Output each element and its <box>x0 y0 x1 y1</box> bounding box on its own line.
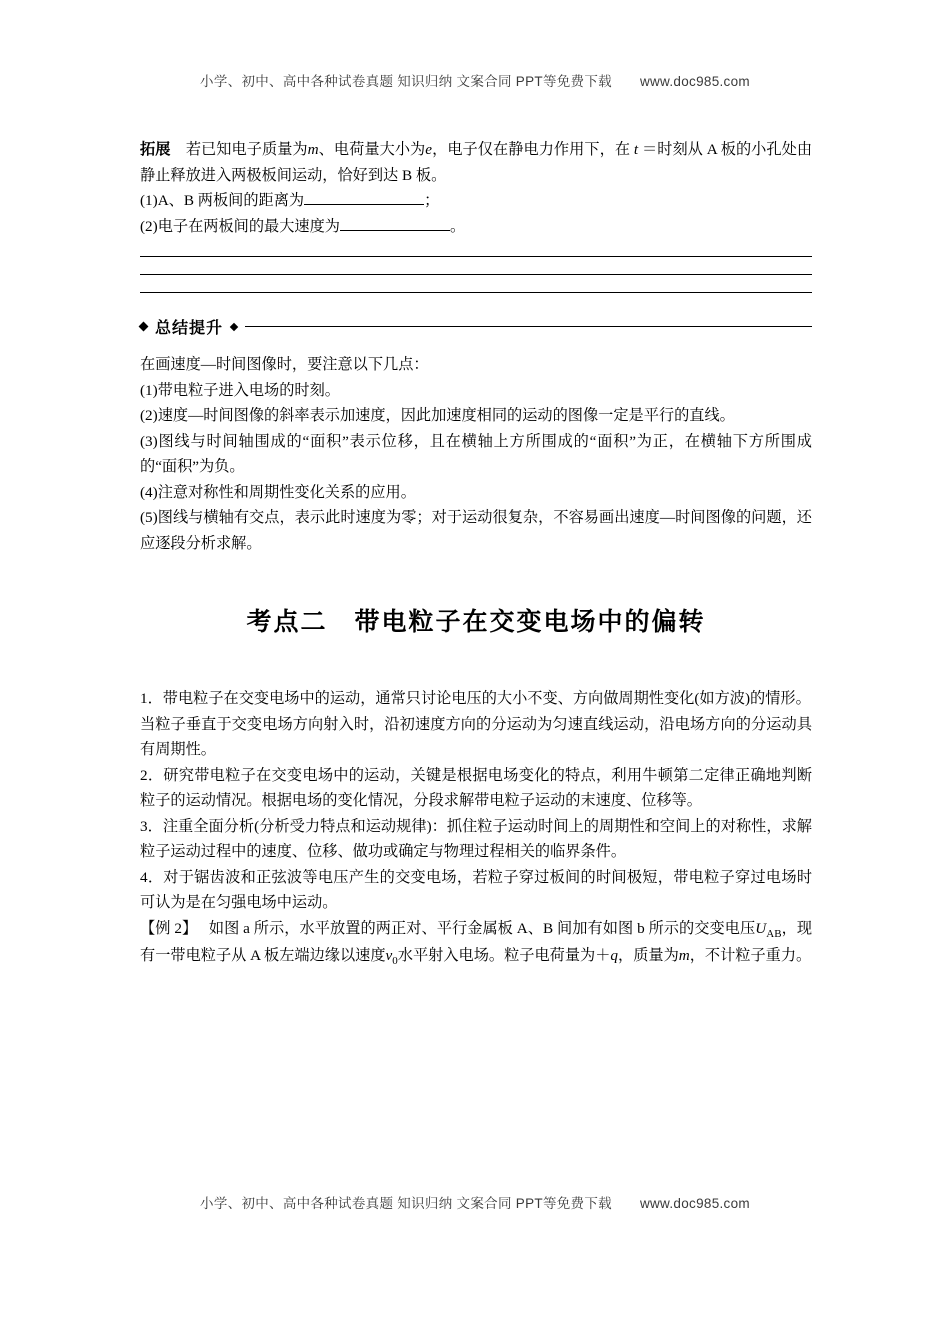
header-url: www.doc985.com <box>639 74 750 89</box>
section-heading-wrap <box>140 602 812 638</box>
answer-rule-3[interactable] <box>140 292 812 293</box>
answer-rule-1[interactable] <box>140 256 812 257</box>
extension-q1-text: (1)A、B 两板间的距离为 <box>140 192 305 209</box>
extension-stem-4: ＝时刻从 A 板的小孔处由静止释放进入两极板间运动，恰好到达 B 板。 <box>140 141 813 184</box>
extension-q2-tail: 。 <box>449 217 466 235</box>
extension-stem-1: 若已知电子质量为 <box>185 141 308 158</box>
main-paragraph-1: 1．带电粒子在交变电场中的运动，通常只讨论电压的大小不变、方向做周期性变化(如方波)的情形。 <box>140 690 811 707</box>
example-paragraph <box>140 916 812 971</box>
header-watermark <box>0 70 950 90</box>
banner-divider <box>245 326 812 327</box>
summary-banner <box>140 315 812 338</box>
example-text-2: ，现有一带电粒子从 A 板左端边缘以速度 <box>140 919 813 964</box>
extension-var-e: e <box>425 141 433 158</box>
example-label: 【例 2】 <box>140 919 198 937</box>
summary-point-1: (1)带电粒子进入电场的时刻。 <box>140 381 340 399</box>
summary-point-3: (3)图线与时间轴围成的“面积”表示位移，且在横轴上方所围成的“面积”为正，在横轴下方所围成的“面积”为负。 <box>140 432 812 475</box>
main-body <box>140 686 812 971</box>
header-note-text: 小学、初中、高中各种试卷真题 知识归纳 文案合同 PPT等免费下载 <box>200 74 612 89</box>
summary-point-4: (4)注意对称性和周期性变化关系的应用。 <box>140 483 416 501</box>
summary-point-5: (5)图线与横轴有交点，表示此时速度为零；对于运动很复杂，不容易画出速度—时间图像的问题，还应逐段分析求解。 <box>140 509 812 552</box>
example-text-5: ，不计粒子重力。 <box>689 947 812 964</box>
extension-var-t: t <box>633 141 639 158</box>
extension-var-m: m <box>307 141 319 158</box>
summary-body <box>140 352 812 556</box>
summary-intro: 在画速度—时间图像时，要注意以下几点： <box>140 356 429 373</box>
example-var-v-sub: 0 <box>392 955 398 967</box>
square-bullet-icon <box>139 322 149 332</box>
page-title: 考点二 带电粒子在交变电场中的偏转 <box>246 609 706 636</box>
extension-q1-tail: ； <box>424 192 440 209</box>
summary-point-2: (2)速度—时间图像的斜率表示加速度，因此加速度相同的运动的图像一定是平行的直线。 <box>140 407 735 424</box>
extension-label: 拓展 <box>140 141 171 158</box>
example-var-u: U <box>755 919 767 937</box>
footer-note-text: 小学、初中、高中各种试卷真题 知识归纳 文案合同 PPT等免费下载 <box>200 1196 612 1211</box>
main-paragraph-5: 4．对于锯齿波和正弦波等电压产生的交变电场，若粒子穿过板间的时间极短，带电粒子穿过电场时可认为是在匀强电场中运动。 <box>140 868 812 911</box>
footer-url: www.doc985.com <box>639 1196 750 1211</box>
extension-stem-2: 、电荷量大小为 <box>318 141 426 158</box>
footer-watermark <box>0 1192 950 1212</box>
document-content <box>140 137 812 971</box>
example-var-v: v <box>385 947 393 964</box>
main-paragraph-2: 当粒子垂直于交变电场方向射入时，沿初速度方向的分运动为匀速直线运动，沿电场方向的分运动具有周期性。 <box>140 715 812 758</box>
example-text-4: ，质量为 <box>618 947 679 964</box>
extension-stem <box>140 137 812 188</box>
extension-question-1 <box>140 188 812 214</box>
extension-question-2 <box>140 214 812 240</box>
diamond-icon <box>230 322 238 330</box>
answer-rule-2[interactable] <box>140 274 812 275</box>
answer-blank-2[interactable] <box>340 216 450 231</box>
main-paragraph-3: 2．研究带电粒子在交变电场中的运动，关键是根据电场变化的特点，利用牛顿第二定律正确地判断粒子的运动情况。根据电场的变化情况，分段求解带电粒子运动的末速度、位移等。 <box>140 766 812 809</box>
example-text-1: 如图 a 所示，水平放置的两正对、平行金属板 A、B 间加有如图 b 所示的交变电压 <box>208 919 756 937</box>
summary-title: 总结提升 <box>155 320 224 337</box>
example-var-m: m <box>678 947 690 964</box>
extension-q2-text: (2)电子在两板间的最大速度为 <box>140 217 340 235</box>
main-paragraph-4: 3．注重全面分析(分析受力特点和运动规律)：抓住粒子运动时间上的周期性和空间上的对称性，求解粒子运动过程中的速度、位移、做功或确定与物理过程相关的临界条件。 <box>140 817 812 860</box>
extension-stem-3: ，电子仅在静电力作用下，在 <box>432 141 631 158</box>
example-var-q: q <box>610 947 619 964</box>
answer-blank-1[interactable] <box>304 190 424 205</box>
answer-lines <box>140 256 812 293</box>
extension-block <box>140 137 812 293</box>
example-text-3: 水平射入电场。粒子电荷量为＋ <box>397 947 611 964</box>
example-var-u-sub: AB <box>766 927 782 940</box>
